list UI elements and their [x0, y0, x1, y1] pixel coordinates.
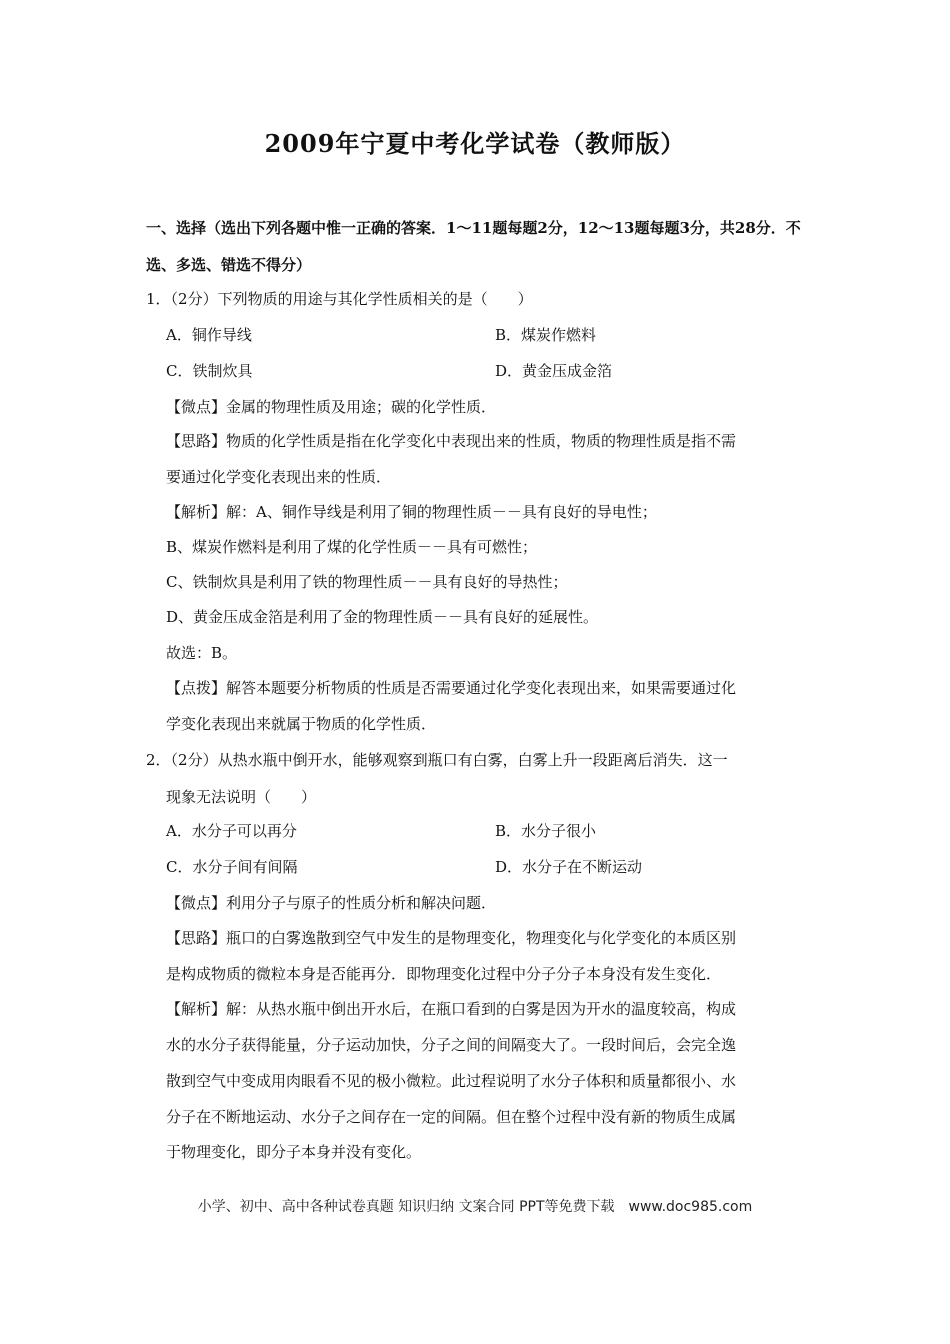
- q2-jiexi-line1: 【解析】解：从热水瓶中倒出开水后，在瓶口看到的白雾是因为开水的温度较高，构成: [166, 1000, 737, 1018]
- q2-stem-line1: 2．（2分）从热水瓶中倒开水，能够观察到瓶口有白雾，白雾上升一段距离后消失．这一: [146, 751, 728, 769]
- q2-weidian: 【微点】利用分子与原子的性质分析和解决问题．: [166, 894, 497, 912]
- q1-weidian: 【微点】金属的物理性质及用途；碳的化学性质．: [166, 398, 497, 416]
- q1-dianbo-line2: 学变化表现出来就属于物质的化学性质．: [166, 715, 437, 733]
- q2-jiexi-line4: 分子在不断地运动、水分子之间存在一定的间隔。但在整个过程中没有新的物质生成属: [166, 1108, 737, 1126]
- q1-silu-line1: 【思路】物质的化学性质是指在化学变化中表现出来的性质，物质的物理性质是指不需: [166, 432, 737, 450]
- q1-option-d: D．黄金压成金箔: [495, 362, 613, 380]
- q2-silu-line1: 【思路】瓶口的白雾逸散到空气中发生的是物理变化，物理变化与化学变化的本质区别: [166, 929, 737, 947]
- q1-silu-line2: 要通过化学变化表现出来的性质．: [166, 468, 392, 486]
- q1-jiexi-line4: D、黄金压成金箔是利用了金的物理性质－－具有良好的延展性。: [166, 608, 599, 626]
- q1-option-c: C．铁制炊具: [166, 362, 253, 380]
- q1-jiexi-line3: C、铁制炊具是利用了铁的物理性质－－具有良好的导热性；: [166, 573, 568, 591]
- page-footer: 小学、初中、高中各种试卷真题 知识归纳 文案合同 PPT等免费下载 www.doc985.com: [197, 1199, 753, 1215]
- section-heading: 一、选择（选出下列各题中惟一正确的答案．1～11题每题2分，12～13题每题3分，共28分．不选、多选、错选不得分）: [146, 219, 801, 274]
- q1-jiexi-line1: 【解析】解：A、铜作导线是利用了铜的物理性质－－具有良好的导电性；: [166, 503, 657, 521]
- q2-silu-line2: 是构成物质的微粒本身是否能再分．即物理变化过程中分子分子本身没有发生变化．: [166, 965, 722, 983]
- q2-jiexi-line2: 水的水分子获得能量，分子运动加快，分子之间的间隔变大了。一段时间后，会完全逸: [166, 1036, 737, 1054]
- page-title: 2009年宁夏中考化学试卷（教师版）: [264, 129, 686, 158]
- q1-option-b: B．煤炭作燃料: [495, 326, 597, 344]
- q2-jiexi-line3: 散到空气中变成用肉眼看不见的极小微粒。此过程说明了水分子体积和质量都很小、水: [166, 1072, 737, 1090]
- q1-dianbo-line1: 【点拨】解答本题要分析物质的性质是否需要通过化学变化表现出来，如果需要通过化: [166, 679, 737, 697]
- q2-jiexi-line5: 于物理变化，即分子本身并没有变化。: [166, 1143, 422, 1161]
- q1-option-a: A．铜作导线: [166, 326, 252, 344]
- q1-answer: 故选：B。: [166, 644, 238, 662]
- q2-stem-line2: 现象无法说明（ ）: [166, 788, 317, 806]
- q2-option-b: B．水分子很小: [495, 822, 597, 840]
- q2-option-a: A．水分子可以再分: [166, 822, 297, 840]
- q2-option-c: C．水分子间有间隔: [166, 858, 298, 876]
- q2-option-d: D．水分子在不断运动: [495, 858, 643, 876]
- q1-jiexi-line2: B、煤炭作燃料是利用了煤的化学性质－－具有可燃性；: [166, 538, 538, 556]
- q1-stem: 1．（2分）下列物质的用途与其化学性质相关的是（ ）: [146, 290, 533, 308]
